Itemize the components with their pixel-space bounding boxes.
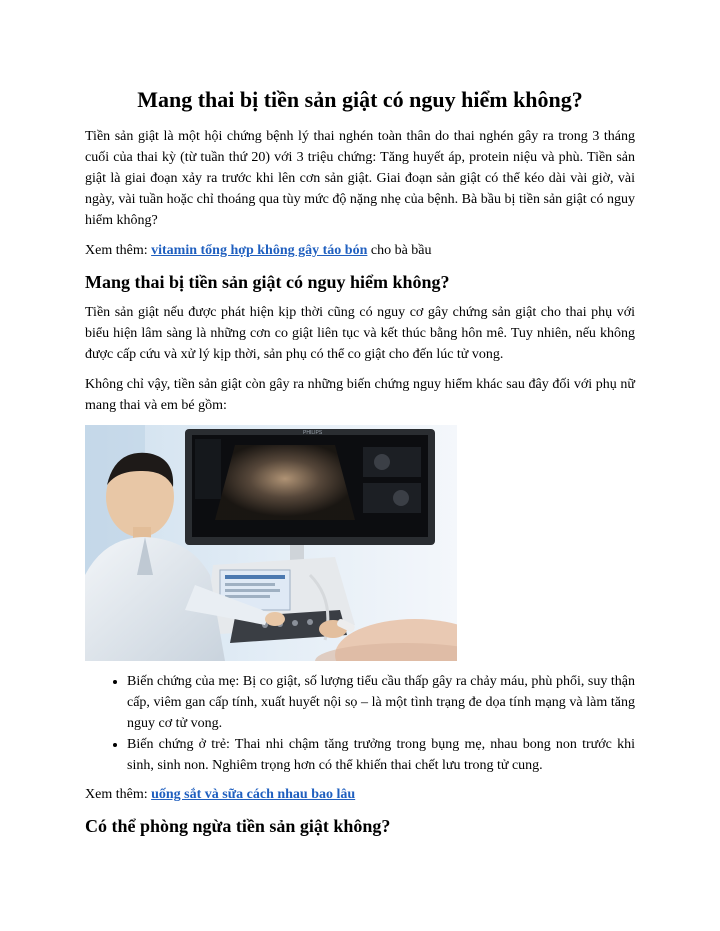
complications-list bbox=[85, 671, 635, 776]
list-item: • Biến chứng của mẹ: Bị co giật, số lượng tiểu cầu thấp gây ra chảy máu, phù phổi, suy thận cấp, viêm gan cấp tính, xuất huyết nội sọ – là một tình trạng đe dọa tính mạng và làm tăng nguy cơ tử vong. bbox=[127, 671, 635, 734]
see-more-1-prefix: Xem thêm: bbox=[85, 243, 152, 258]
document-page bbox=[85, 86, 635, 846]
ultrasound-photo-illustration bbox=[85, 425, 457, 661]
see-more-1-suffix: cho bà bầu bbox=[367, 243, 432, 258]
section1-paragraph-2: Không chỉ vậy, tiền sản giật còn gây ra những biến chứng nguy hiểm khác sau đây đối với phụ nữ mang thai và em bé gồm: bbox=[85, 377, 635, 413]
iron-milk-link[interactable]: uống sắt và sữa cách nhau bao lâu bbox=[151, 787, 356, 802]
page-title: Mang thai bị tiền sản giật có nguy hiểm không? bbox=[137, 87, 583, 112]
section-heading-2: Có thể phòng ngừa tiền sản giật không? bbox=[85, 816, 391, 836]
see-more-2 bbox=[85, 784, 635, 805]
intro-paragraph: Tiền sản giật là một hội chứng bệnh lý thai nghén toàn thân do thai nghén gây ra trong 3 tháng cuối của thai kỳ (từ tuần thứ 20) với 3 triệu chứng: Tăng huyết áp, protein niệu và phù. Tiền sản giật là giai đoạn xảy ra trước khi lên cơn sản giật. Giai đoạn sản giật có thể kéo dài vài giờ, vài ngày, vài tuần hoặc chỉ thoáng qua tùy mức độ nặng nhẹ của bệnh. Bà bầu bị tiền sản giật có nguy hiểm không? bbox=[85, 129, 635, 228]
section1-paragraph-1: Tiền sản giật nếu được phát hiện kịp thời cũng có nguy cơ gây chứng sản giật cho thai phụ với biểu hiện lâm sàng là những cơn co giật liên tục và kết thúc bằng hôn mê. Tuy nhiên, nếu không được cấp cứu và xử lý kịp thời, sản phụ có thể co giật cho đến lúc tử vong. bbox=[85, 305, 635, 362]
see-more-2-prefix: Xem thêm: bbox=[85, 787, 152, 802]
vitamin-link[interactable]: vitamin tổng hợp không gây táo bón bbox=[151, 243, 368, 258]
ultrasound-photo bbox=[85, 425, 457, 661]
list-item: • Biến chứng ở trẻ: Thai nhi chậm tăng trưởng trong bụng mẹ, nhau bong non trước khi sinh, sinh non. Nghiêm trọng hơn có thể khiến thai chết lưu trong tử cung. bbox=[127, 734, 635, 776]
monitor-brand: PHILIPS bbox=[303, 430, 323, 436]
section-heading-1: Mang thai bị tiền sản giật có nguy hiểm không? bbox=[85, 272, 450, 292]
see-more-1 bbox=[85, 240, 635, 261]
